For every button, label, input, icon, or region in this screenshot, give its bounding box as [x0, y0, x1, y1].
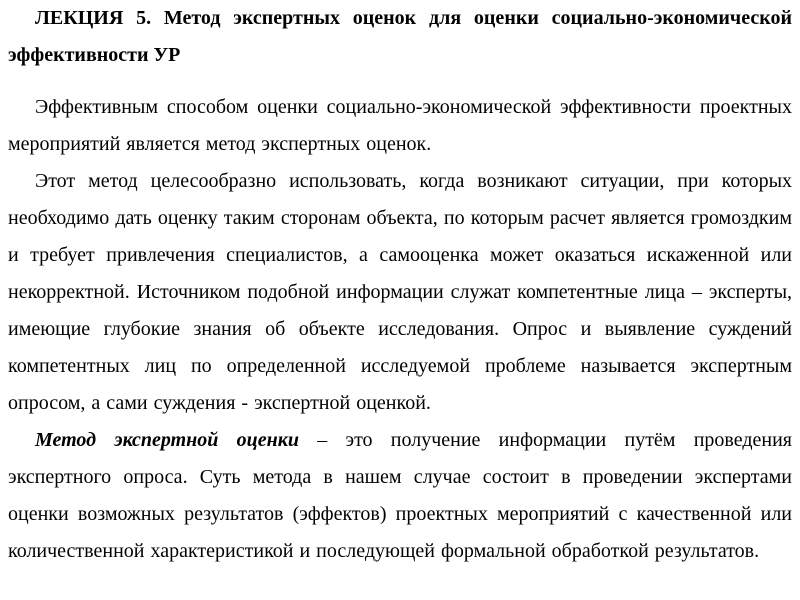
paragraph-when-to-use: Этот метод целесообразно использовать, когда возникают ситуации, при которых необходимо дать оценку таким сторонам объекта, по которым расчет является громоздким и требует привлечения специалистов, а самооценка может оказаться искаженной или некорректной. Источником подобной информации служат компетентные лица – эксперты, имеющие глубокие знания об объекте исследования. Опрос и выявление суждений компетентных лиц по определенной исследуемой проблеме называется экспертным опросом, а сами суждения - экспертной оценкой.	[8, 170, 792, 414]
paragraph-method-definition-rest: – это получение информации путём проведения экспертного опроса. Суть метода в нашем случае состоит в проведении экспертами оценки возможных результатов (эффектов) проектных мероприятий с качественной или количественной характеристикой и последующей формальной обработкой результатов.	[8, 429, 793, 562]
paragraph-method-definition	[8, 422, 792, 570]
term-expert-assessment-method: Метод экспертной оценки	[35, 429, 299, 451]
slide-title: ЛЕКЦИЯ 5. Метод экспертных оценок для оценки социально-экономической эффективности УР	[8, 7, 792, 66]
paragraph-effective-method: Эффективным способом оценки социально-экономической эффективности проектных мероприятий является метод экспертных оценок.	[8, 96, 792, 155]
